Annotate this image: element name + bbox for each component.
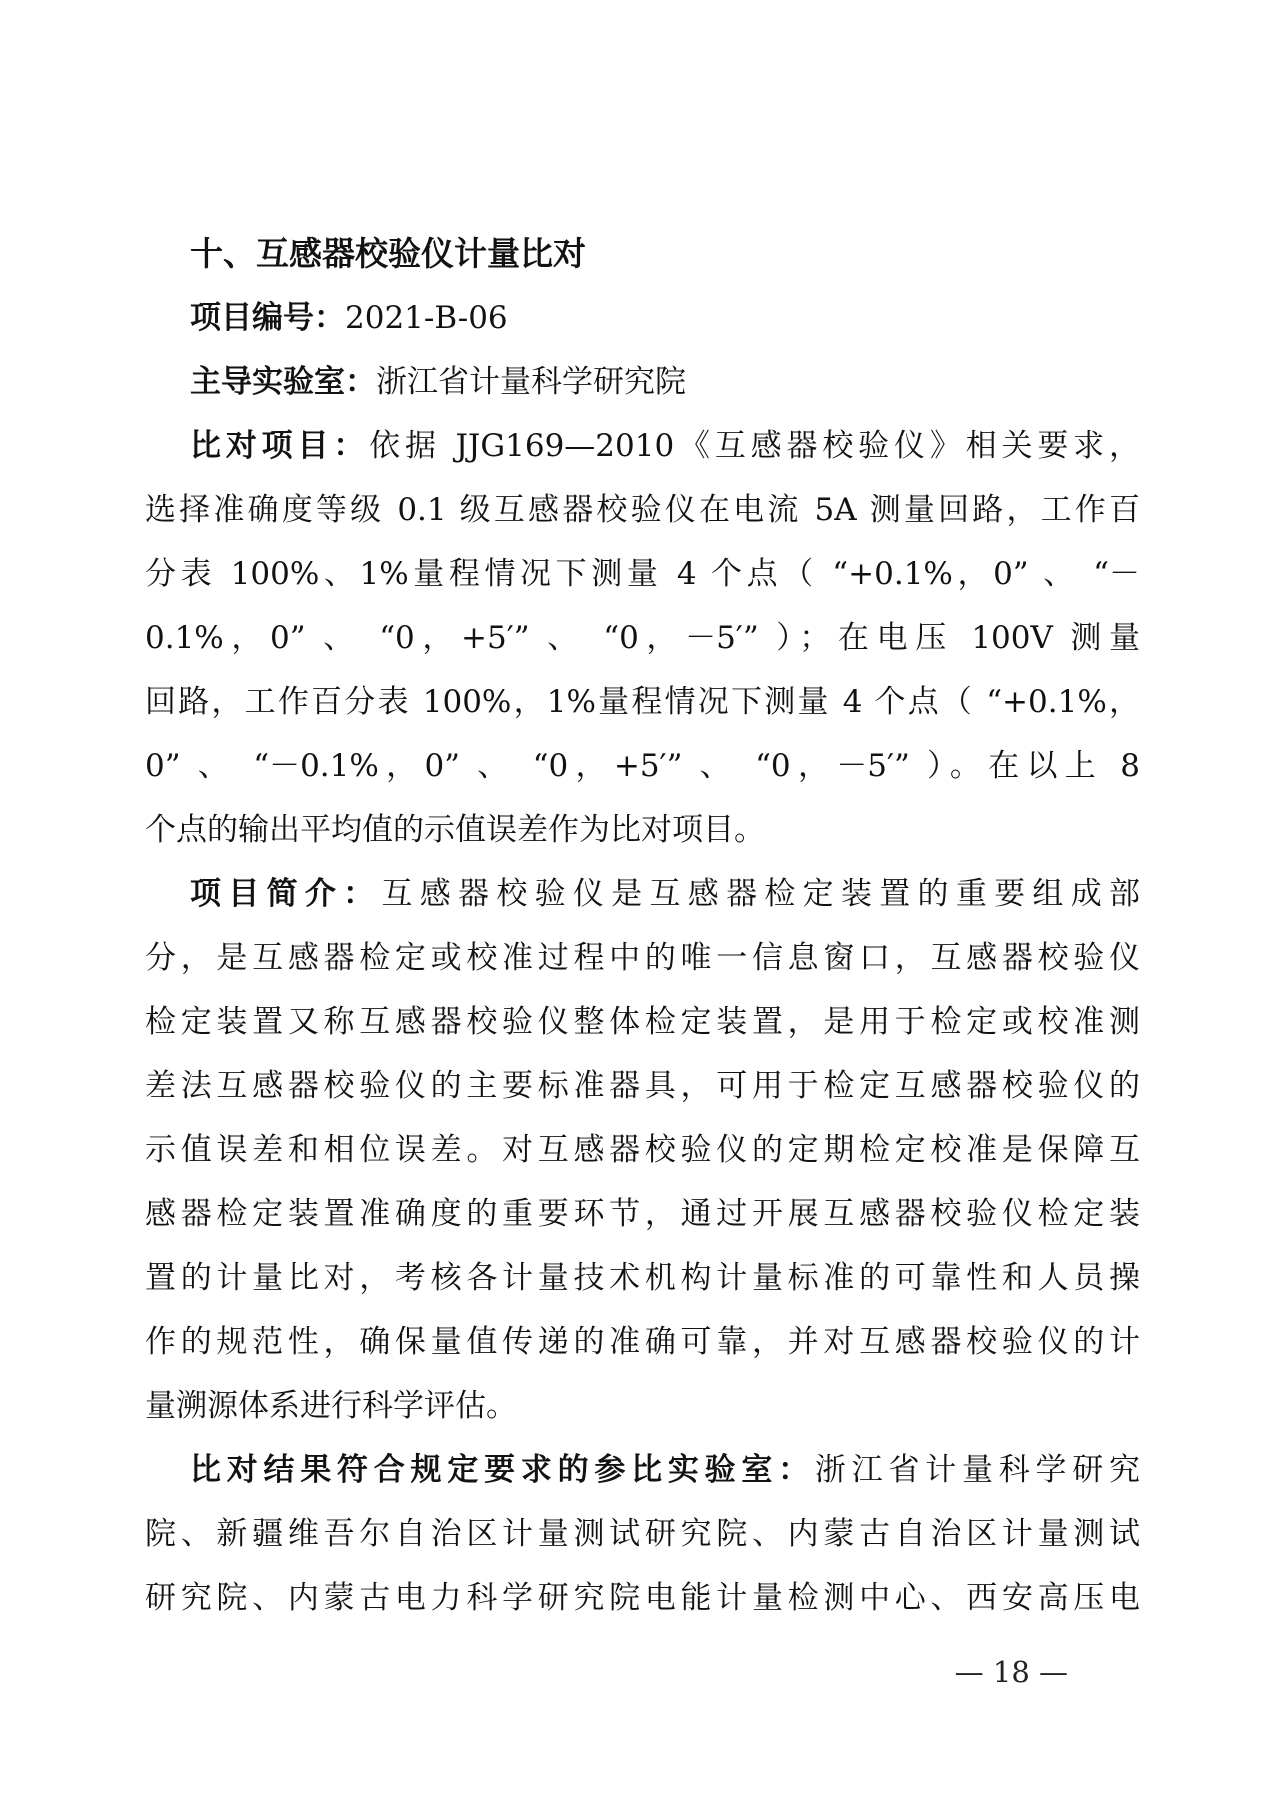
paragraph-project-intro-line xyxy=(145,862,1140,926)
paragraph-project-intro-line: 检定装置又称互感器校验仪整体检定装置，是用于检定或校准测 xyxy=(145,1004,1140,1040)
paragraph-project-intro-line: 量溯源体系进行科学评估。 xyxy=(145,1388,517,1424)
page-number: — 18 — xyxy=(954,1655,1068,1689)
paragraph-text: 依据 JJG169—2010《互感器校验仪》相关要求， xyxy=(369,428,1140,464)
field-lead-laboratory xyxy=(145,350,1140,414)
paragraph-comparison-item-line: 个点的输出平均值的示值误差作为比对项目。 xyxy=(145,812,765,848)
paragraph-comparison-item-line: 0.1%，0” 、 “0，+5′” 、 “0，－5′” ）；在电压 100V 测量 xyxy=(145,620,1140,656)
paragraph-text: 互感器校验仪是互感器检定装置的重要组成部 xyxy=(381,876,1141,912)
paragraph-comparison-item-label: 比对项目： xyxy=(190,428,370,463)
field-project-number-label: 项目编号： xyxy=(190,300,345,335)
document-content xyxy=(145,222,1140,1630)
paragraph-result-labs-line: 研究院、内蒙古电力科学研究院电能计量检测中心、西安高压电 xyxy=(145,1580,1140,1616)
paragraph-project-intro-label: 项目简介： xyxy=(190,876,382,911)
field-lead-laboratory-label: 主导实验室： xyxy=(190,364,376,399)
paragraph-project-intro-line: 置的计量比对，考核各计量技术机构计量标准的可靠性和人员操 xyxy=(145,1260,1140,1296)
paragraph-project-intro-line: 作的规范性，确保量值传递的准确可靠，并对互感器校验仪的计 xyxy=(145,1324,1140,1360)
paragraph-project-intro-line: 差法互感器校验仪的主要标准器具，可用于检定互感器校验仪的 xyxy=(145,1068,1140,1104)
paragraph-project-intro-line: 分，是互感器检定或校准过程中的唯一信息窗口，互感器校验仪 xyxy=(145,940,1140,976)
paragraph-result-labs-line: 院、新疆维吾尔自治区计量测试研究院、内蒙古自治区计量测试 xyxy=(145,1516,1140,1552)
paragraph-project-intro-line: 感器检定装置准确度的重要环节，通过开展互感器校验仪检定装 xyxy=(145,1196,1140,1232)
field-project-number-value: 2021-B-06 xyxy=(345,300,508,336)
paragraph-comparison-item-line xyxy=(145,414,1140,478)
field-project-number xyxy=(145,286,1140,350)
paragraph-comparison-item-line: 0” 、 “－0.1%，0” 、 “0，+5′” 、 “0，－5′” ）。在以上 8 xyxy=(145,748,1140,784)
paragraph-comparison-item-line: 选择准确度等级 0.1 级互感器校验仪在电流 5A 测量回路，工作百 xyxy=(145,492,1140,528)
paragraph-text: 浙江省计量科学研究 xyxy=(814,1452,1141,1488)
paragraph-comparison-item-line: 回路，工作百分表 100%，1%量程情况下测量 4 个点（ “+0.1%， xyxy=(145,684,1140,720)
paragraph-project-intro-line: 示值误差和相位误差。对互感器校验仪的定期检定校准是保障互 xyxy=(145,1132,1140,1168)
paragraph-result-labs-line xyxy=(145,1438,1140,1502)
section-heading: 十、互感器校验仪计量比对 xyxy=(190,235,586,272)
field-lead-laboratory-value: 浙江省计量科学研究院 xyxy=(376,364,686,400)
paragraph-comparison-item-line: 分表 100%、1%量程情况下测量 4 个点（ “+0.1%，0” 、 “－ xyxy=(145,556,1140,592)
paragraph-result-labs-label: 比对结果符合规定要求的参比实验室： xyxy=(190,1452,815,1487)
